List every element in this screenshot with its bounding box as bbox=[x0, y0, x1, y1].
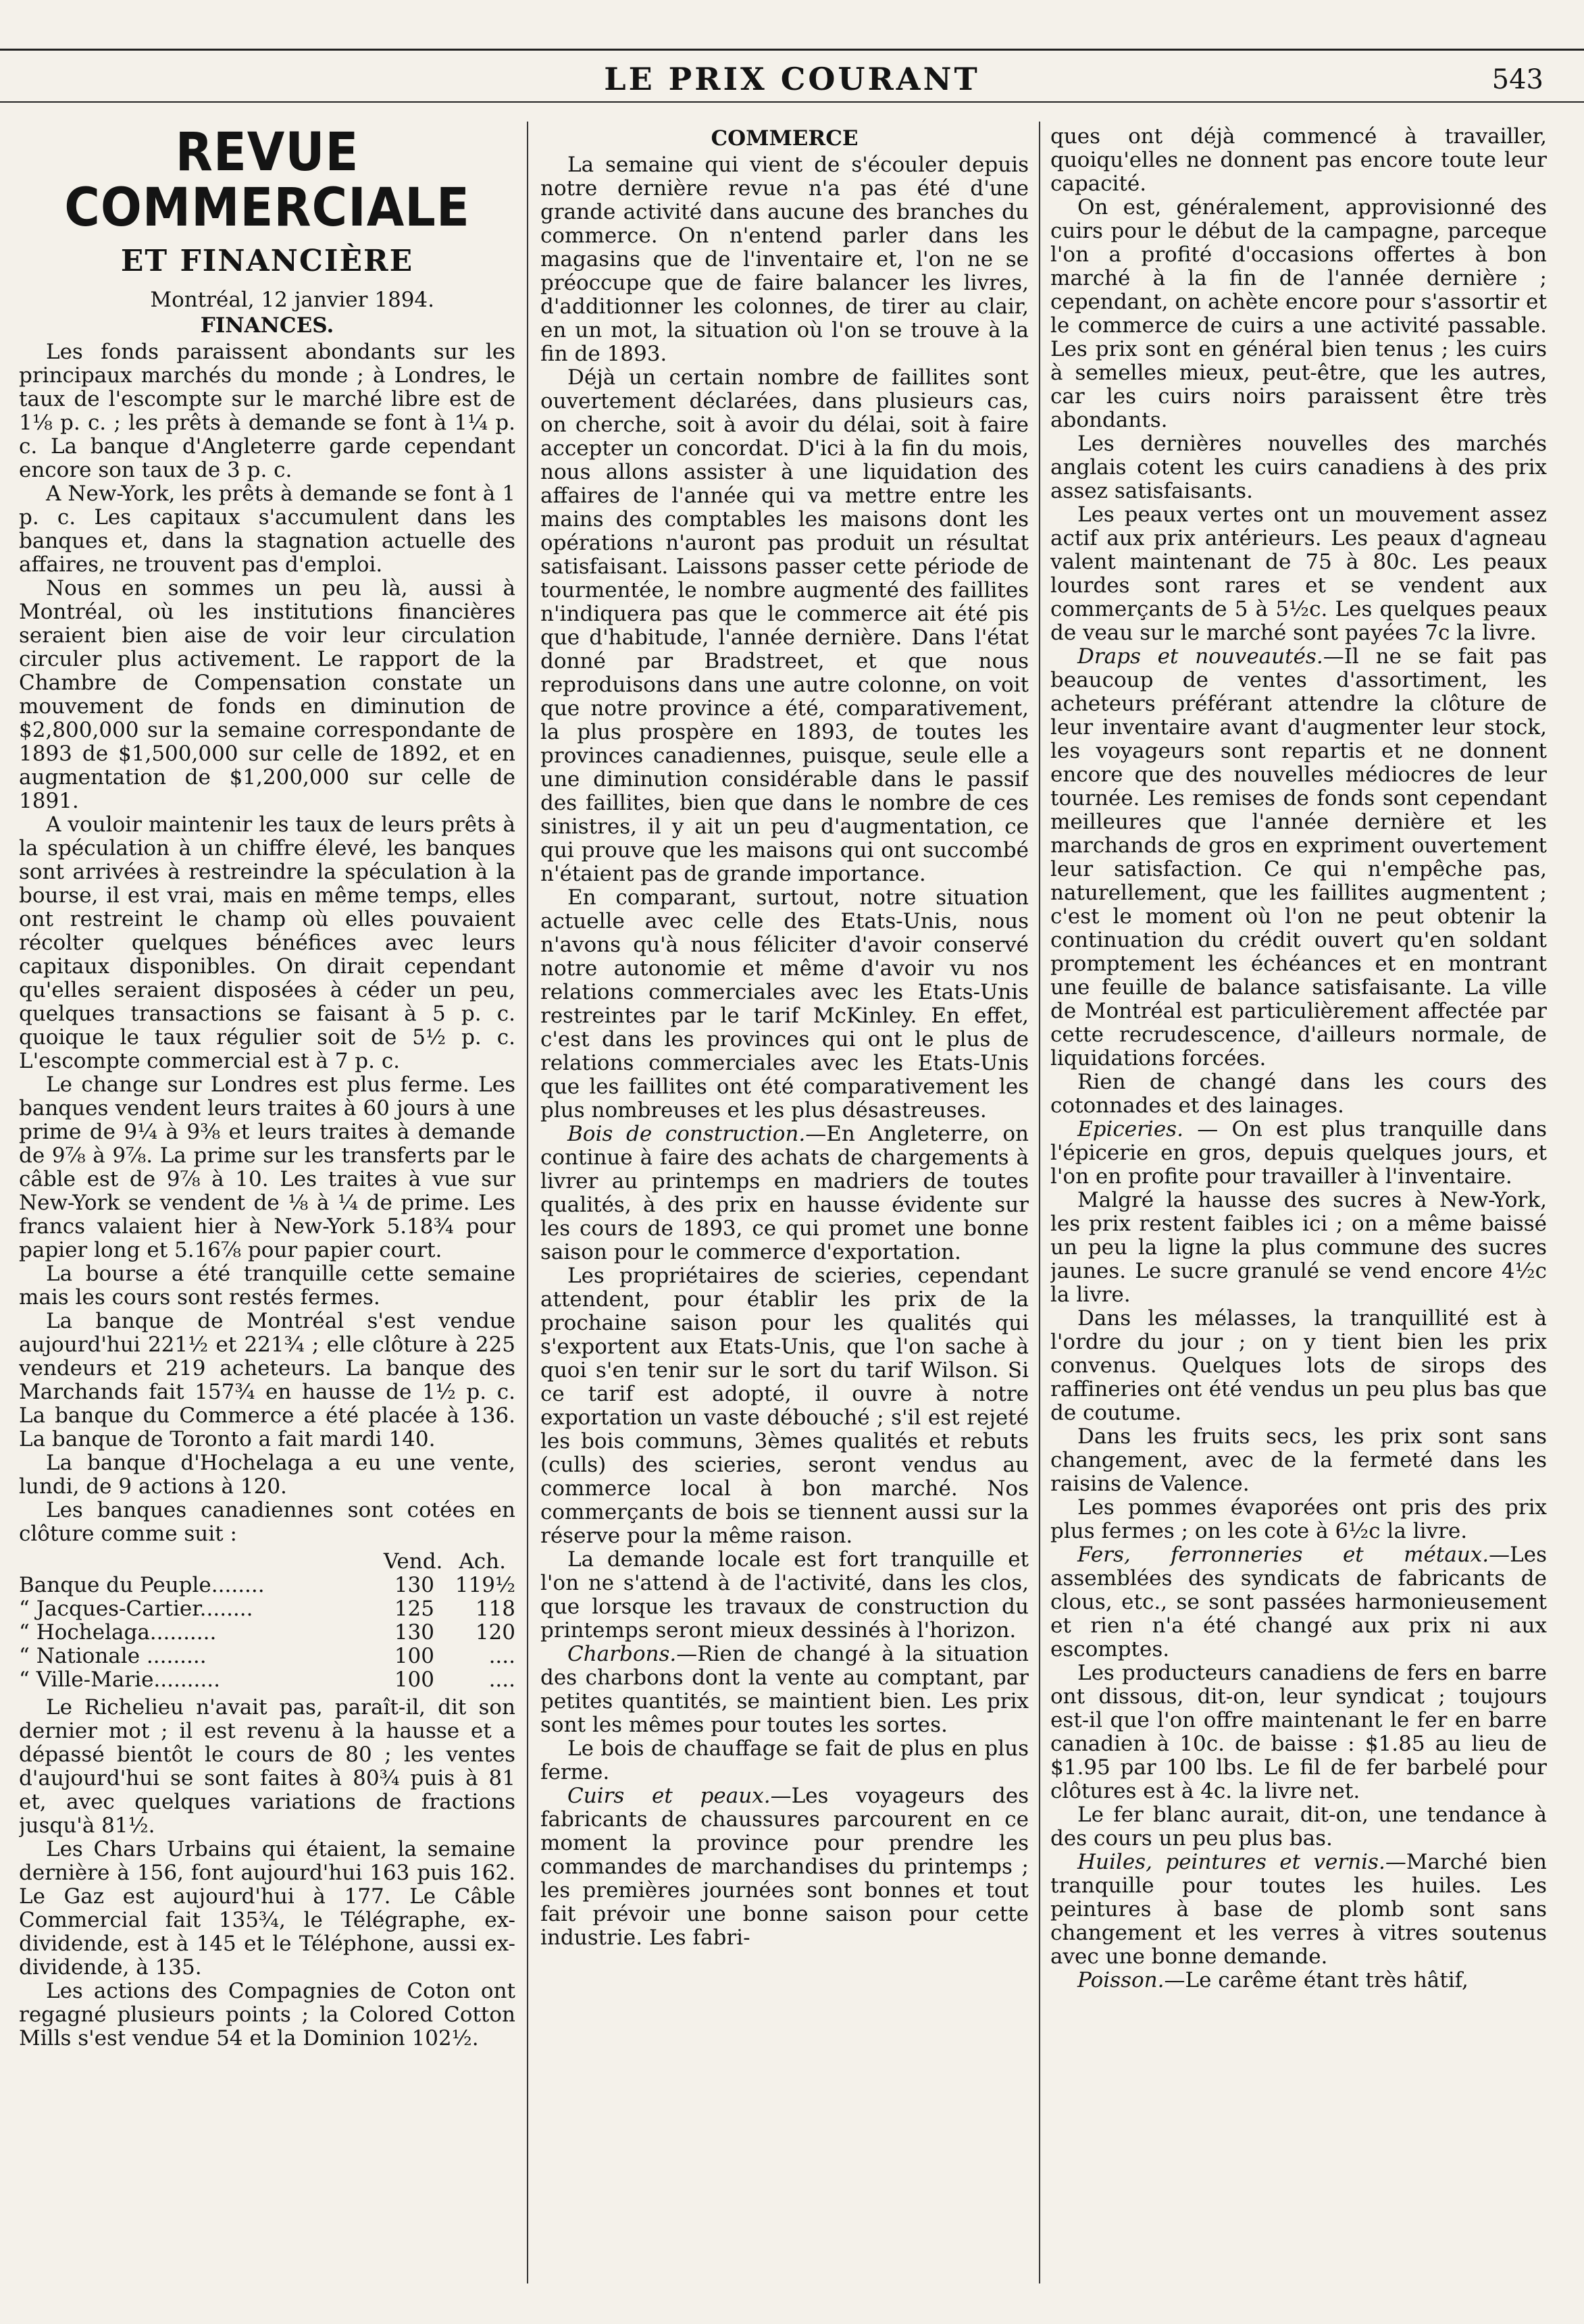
masthead-subtitle: ET FINANCIÈRE bbox=[120, 244, 414, 278]
table-row bbox=[19, 1597, 515, 1621]
paragraph: Déjà un certain nombre de faillites sont ouvertement déclarées, dans plusieurs cas, on cherche, soit à avoir du délai, soit à faire accepter un concordat. D'ici à la fin du mois, nous allons assister à une liquidation des affaires de l'année qui va mettre entre les mains des comptables les maisons dont les opérations n'auront pas produit un résultat satisfaisant. Laissons passer cette période de tourmentée, le nombre augmenté des faillites n'indiquera pas que le commerce ait été pis que d'habitude, l'année dernière. Dans l'état donné par Bradstreet, et que nous reproduisons dans une autre colonne, on voit que notre province a été, comparativement, la plus prospère en 1893, de toutes les provinces canadiennes, puisque, seule elle a une diminution considérable dans le passif des faillites, bien que dans le nombre de ces sinistres, il y ait un peu d'augmentation, ce qui prouve que les maisons qui ont succombé n'étaient pas de grande importance. bbox=[540, 365, 1029, 886]
bank-name: “ Ville-Marie.......... bbox=[19, 1668, 220, 1692]
paragraph bbox=[540, 1737, 1029, 1784]
paragraph bbox=[1050, 1425, 1547, 1496]
topic-lead: Draps et nouveautés. bbox=[1077, 644, 1323, 669]
paragraph bbox=[1050, 125, 1547, 196]
column-1 bbox=[19, 125, 515, 2297]
topic-text: ques ont déjà commencé à travailler, quoiqu'elles ne donnent pas encore toute leur capacité. bbox=[1050, 125, 1547, 196]
topic-text: Les propriétaires de scieries, cependant attendent, pour établir les prix de la prochaine saison pour les qualités qui s'exportent aux Etats-Unis, que l'on sache à quoi s'en tenir sur le sort du tarif Wilson. Si ce tarif est adopté, il ouvre à notre exportation un vaste débouché ; s'il est rejeté les bois communs, 3èmes qualités et rebuts (culls) des scieries, seront vendus au commerce local à bon marché. Nos commerçants de bois se tiennent aussi sur la réserve pour la même raison. bbox=[540, 1264, 1029, 1548]
column-2 bbox=[540, 125, 1029, 2297]
ach-value: 119½ bbox=[455, 1573, 515, 1597]
ach-value: .... bbox=[488, 1668, 515, 1692]
paragraph: Les banques canadiennes sont cotées en clôture comme suit : bbox=[19, 1498, 515, 1546]
header-bottom-rule bbox=[0, 101, 1584, 103]
vend-value: 130 bbox=[394, 1573, 434, 1597]
paragraph bbox=[1050, 1661, 1547, 1803]
running-title: LE PRIX COURANT bbox=[604, 61, 980, 97]
topic-text: — On est plus tranquille dans l'épicerie en gros, depuis quelques jours, et l'on en profite pour travailler à l'inventaire. bbox=[1050, 1117, 1547, 1189]
topic-lead: Fers, ferronneries et métaux. bbox=[1077, 1543, 1489, 1567]
page-header bbox=[0, 0, 1584, 108]
topic-text: —En Angleterre, on continue à faire des achats de chargements à livrer au printemps en madriers de toutes qualités, à des prix en hausse évidente sur les cours de 1893, ce qui promet une bonne saison pour le commerce d'exportation. bbox=[540, 1122, 1029, 1264]
paragraph bbox=[1050, 1803, 1547, 1851]
topic-lead: Bois de construction. bbox=[567, 1122, 806, 1146]
paragraph bbox=[1050, 1189, 1547, 1307]
paragraph bbox=[1050, 1307, 1547, 1425]
ach-value: 118 bbox=[475, 1597, 515, 1621]
topic-text: —Marché bien tranquille pour toutes les huiles. Les peintures à base de plomb sont sans changement et les verres à vitres soutenus avec une bonne demande. bbox=[1050, 1850, 1547, 1969]
paragraph bbox=[1050, 1070, 1547, 1118]
topic-lead: Huiles, peintures et vernis. bbox=[1077, 1850, 1385, 1874]
topic-text: —Il ne se fait pas beaucoup de ventes d'assortiment, les acheteurs préférant attendre la clôture de leur inventaire avant d'augmenter leur stock, les voyageurs sont repartis et ne donnent encore que des nouvelles médiocres de leur tournée. Les remises de fonds sont cependant meilleures que l'année dernière et les marchands de gros en expriment ouvertement leur satisfaction. Ce qui n'empêche pas, naturellement, que les faillites augmentent ; c'est le moment où l'on ne peut obtenir la continuation du crédit ouvert qu'en soldant promptement les échéances et en montrant une feuille de balance satisfaisante. La ville de Montréal est particulièrement affectée par cette recrudescence, d'ailleurs normale, de liquidations forcées. bbox=[1050, 644, 1547, 1070]
topic-text: —Rien de changé à la situation des charbons dont la vente au comptant, par petites quantités, se maintient bien. Les prix sont les mêmes pour toutes les sortes. bbox=[540, 1642, 1029, 1737]
bank-name: “ Nationale ......... bbox=[19, 1644, 207, 1668]
column-divider bbox=[527, 122, 528, 2283]
bank-name: “ Hochelaga.......... bbox=[19, 1620, 217, 1645]
paragraph: Le Richelieu n'avait pas, paraît-il, dit son dernier mot ; il est revenu à la hausse et a dépassé bientôt le cours de 80 ; les ventes d'aujourd'hui se sont faites à 80¾ puis à 81 et, avec quelques variations de fractions jusqu'à 81½. bbox=[19, 1695, 515, 1838]
topic-lead: Poisson. bbox=[1077, 1968, 1165, 1992]
section-title: FINANCES. bbox=[200, 313, 334, 338]
topic-text: —Les voyageurs des fabricants de chaussures parcourent en ce moment la province pour prendre les commandes de marchandises du printemps ; les premières journées sont bonnes et tout fait prévoir une bonne saison pour cette industrie. Les fabri- bbox=[540, 1784, 1029, 1950]
topic-text: La demande locale est fort tranquille et l'on ne s'attend à de l'activité, dans les clos, que lorsque les travaux de construction du printemps seront mieux dessinés à l'horizon. bbox=[540, 1547, 1029, 1643]
topic-text: Rien de changé dans les cours des cotonnades et des lainages. bbox=[1050, 1070, 1547, 1118]
topic-text: Le bois de chauffage se fait de plus en plus ferme. bbox=[540, 1736, 1029, 1784]
topic-text: Le fer blanc aurait, dit-on, une tendance à des cours un peu plus bas. bbox=[1050, 1803, 1547, 1851]
paragraph: La semaine qui vient de s'écouler depuis notre dernière revue n'a pas été d'une grande activité dans aucune des branches du commerce. On n'entend parler dans les magasins que de l'inventaire et, l'on ne se préoccupe que de faire balancer les livres, d'additionner les colonnes, de tirer au clair, en un mot, la situation où l'on se trouve à la fin de 1893. bbox=[540, 153, 1029, 366]
header-top-rule bbox=[0, 49, 1584, 51]
paragraph bbox=[540, 1264, 1029, 1548]
table-row bbox=[19, 1621, 515, 1645]
topic-text: Dans les mélasses, la tranquillité est à l'ordre du jour ; on y tient bien les prix convenus. Quelques lots de sirops des raffineries ont été vendus un peu plus bas que de coutume. bbox=[1050, 1306, 1547, 1425]
paragraph bbox=[1050, 196, 1547, 432]
column-3 bbox=[1050, 125, 1547, 2297]
topic-text: —Le carême étant très hâtif, bbox=[1164, 1968, 1468, 1992]
table-row bbox=[19, 1668, 515, 1692]
paragraph bbox=[1050, 645, 1547, 1070]
paragraph: Les Chars Urbains qui étaient, la semaine dernière à 156, font aujourd'hui 163 puis 162. Le Gaz est aujourd'hui à 177. Le Câble Commercial fait 135¾, le Télégraphe, ex-dividende, est à 145 et le Téléphone, aussi ex-dividende, à 135. bbox=[19, 1837, 515, 1980]
paragraph bbox=[1050, 1118, 1547, 1189]
vend-value: 100 bbox=[394, 1644, 434, 1668]
bank-name: “ Jacques-Cartier........ bbox=[19, 1597, 253, 1621]
ach-value: 120 bbox=[475, 1620, 515, 1645]
column-divider bbox=[1039, 122, 1040, 2283]
vend-value: 100 bbox=[394, 1668, 434, 1692]
topic-lead: Charbons. bbox=[567, 1642, 677, 1666]
topic-text: On est, généralement, approvisionné des cuirs pour le début de la campagne, parceque l'on a profité d'occasions offertes à bon marché à la fin de l'année dernière ; cependant, on achète encore pour s'assortir et le commerce de cuirs a une activité passable. Les prix sont en général bien tenus ; les cuirs à semelles mieux, peut-être, que les autres, car les cuirs noirs paraissent être très abondants. bbox=[1050, 195, 1547, 432]
topic-text: Les peaux vertes ont un mouvement assez actif aux prix antérieurs. Les peaux d'agneau valent maintenant de 75 à 80c. Les peaux lourdes sont rares et se vendent aux commerçants de 5 à 5½c. Les quelques peaux de veau sur le marché sont payées 7c la livre. bbox=[1050, 502, 1547, 645]
paragraph bbox=[1050, 432, 1547, 503]
ach-value: .... bbox=[488, 1644, 515, 1668]
bank-quotes-table bbox=[19, 1550, 515, 1692]
topic-text: Les producteurs canadiens de fers en barre ont dissous, dit-on, leur syndicat ; toujours est-il que l'on offre maintenant le fer en barre canadien à 10c. de baisse : $1.85 au lieu de $1.95 par 100 lbs. Le fil de fer barbelé pour clôtures est à 4c. la livre net. bbox=[1050, 1661, 1547, 1803]
topic-lead: Epiceries. bbox=[1077, 1117, 1183, 1141]
paragraph bbox=[540, 1548, 1029, 1643]
table-row bbox=[19, 1645, 515, 1668]
paragraph bbox=[1050, 1969, 1547, 1992]
paragraph bbox=[540, 1122, 1029, 1264]
page-number: 543 bbox=[1491, 64, 1543, 95]
paragraph bbox=[1050, 1543, 1547, 1661]
column-header-vend: Vend. bbox=[383, 1549, 443, 1574]
topic-text: Dans les fruits secs, les prix sont sans changement, avec de la fermeté dans les raisins de Valence. bbox=[1050, 1424, 1547, 1496]
paragraph bbox=[1050, 1851, 1547, 1969]
paragraph: Le change sur Londres est plus ferme. Les banques vendent leurs traites à 60 jours à une prime de 9¼ à 9⅜ et leurs traites à demande de 9⅞ à 9⅞. La prime sur les transferts par le câble est de 9⅞ à 10. Les traites à vue sur New-York se vendent de ⅛ à ¼ de prime. Les francs valaient hier à New-York 5.18¾ pour papier long et 5.16⅞ pour papier court. bbox=[19, 1073, 515, 1262]
paragraph bbox=[540, 1643, 1029, 1737]
topic-text: Malgré la hausse des sucres à New-York, les prix restent faibles ici ; on a même baissé un peu la ligne la plus commune des sucres jaunes. Le sucre granulé se vend encore 4½c la livre. bbox=[1050, 1188, 1547, 1307]
paragraph: Les actions des Compagnies de Coton ont regagné plusieurs points ; la Colored Cotton Mills s'est vendue 54 et la Dominion 102½. bbox=[19, 1979, 515, 2050]
table-header bbox=[19, 1550, 515, 1574]
paragraph bbox=[1050, 503, 1547, 645]
bank-name: Banque du Peuple........ bbox=[19, 1573, 265, 1597]
paragraph bbox=[1050, 1496, 1547, 1543]
masthead: REVUE COMMERCIALE bbox=[64, 125, 470, 238]
paragraph: La banque d'Hochelaga a eu une vente, lundi, de 9 actions à 120. bbox=[19, 1451, 515, 1499]
dateline: Montréal, 12 janvier 1894. bbox=[150, 288, 434, 312]
topic-text: —Les assemblées des syndicats de fabricants de clous, etc., se sont passées harmonieusement et rien n'a été changé aux prix ni aux escomptes. bbox=[1050, 1543, 1547, 1661]
paragraph: A New-York, les prêts à demande se font à 1 p. c. Les capitaux s'accumulent dans les banques et, dans la stagnation actuelle des affaires, ne trouvent pas d'emploi. bbox=[19, 482, 515, 577]
paragraph: La banque de Montréal s'est vendue aujourd'hui 221½ et 221¾ ; elle clôture à 225 vendeurs et 219 acheteurs. La banque des Marchands fait 157¾ en hausse de 1½ p. c. La banque du Commerce a été placée à 136. La banque de Toronto a fait mardi 140. bbox=[19, 1309, 515, 1451]
topic-lead: Cuirs et peaux. bbox=[567, 1784, 771, 1808]
paragraph: Nous en sommes un peu là, aussi à Montréal, où les institutions financières seraient bien aise de voir leur circulation circuler plus activement. Le rapport de la Chambre de Compensation constate un mouvement de fonds en diminution de $2,800,000 sur la semaine correspondante de 1893 de $1,500,000 sur celle de 1892, et en augmentation de $1,200,000 sur celle de 1891. bbox=[19, 576, 515, 813]
paragraph bbox=[540, 1784, 1029, 1950]
paragraph: En comparant, surtout, notre situation actuelle avec celle des Etats-Unis, nous n'avons qu'à nous féliciter d'avoir conservé notre autonomie et même d'avoir vu nos relations commerciales avec les Etats-Unis restreintes par le tarif McKinley. En effet, c'est dans les provinces qui ont le plus de relations commerciales avec les Etats-Unis que les faillites ont été comparativement les plus nombreuses et les plus désastreuses. bbox=[540, 885, 1029, 1122]
table-row bbox=[19, 1574, 515, 1597]
topic-text: Les pommes évaporées ont pris des prix plus fermes ; on les cote à 6½c la livre. bbox=[1050, 1495, 1547, 1543]
topic-text: Les dernières nouvelles des marchés anglais cotent les cuirs canadiens à des prix assez satisfaisants. bbox=[1050, 432, 1547, 503]
paragraph: Les fonds paraissent abondants sur les principaux marchés du monde ; à Londres, le taux de l'escompte sur le marché libre est de 1⅛ p. c. ; les prêts à demande se font à 1¼ p. c. La banque d'Angleterre garde cependant encore son taux de 3 p. c. bbox=[19, 340, 515, 482]
vend-value: 125 bbox=[394, 1597, 434, 1621]
vend-value: 130 bbox=[394, 1620, 434, 1645]
paragraph: La bourse a été tranquille cette semaine mais les cours sont restés fermes. bbox=[19, 1262, 515, 1310]
column-header-ach: Ach. bbox=[459, 1549, 506, 1574]
section-title: COMMERCE bbox=[711, 126, 859, 151]
paragraph: A vouloir maintenir les taux de leurs prêts à la spéculation à un chiffre élevé, les banques sont arrivées à restreindre la spéculation à la bourse, il est vrai, mais en même temps, elles ont restreint le champ où elles pouvaient récolter quelques bénéfices avec leurs capitaux disponibles. On dirait cependant qu'elles seraient disposées à céder un peu, quelques transactions se faisant à 5 p. c. quoique le taux régulier soit de 5½ p. c. L'escompte commercial est à 7 p. c. bbox=[19, 812, 515, 1073]
